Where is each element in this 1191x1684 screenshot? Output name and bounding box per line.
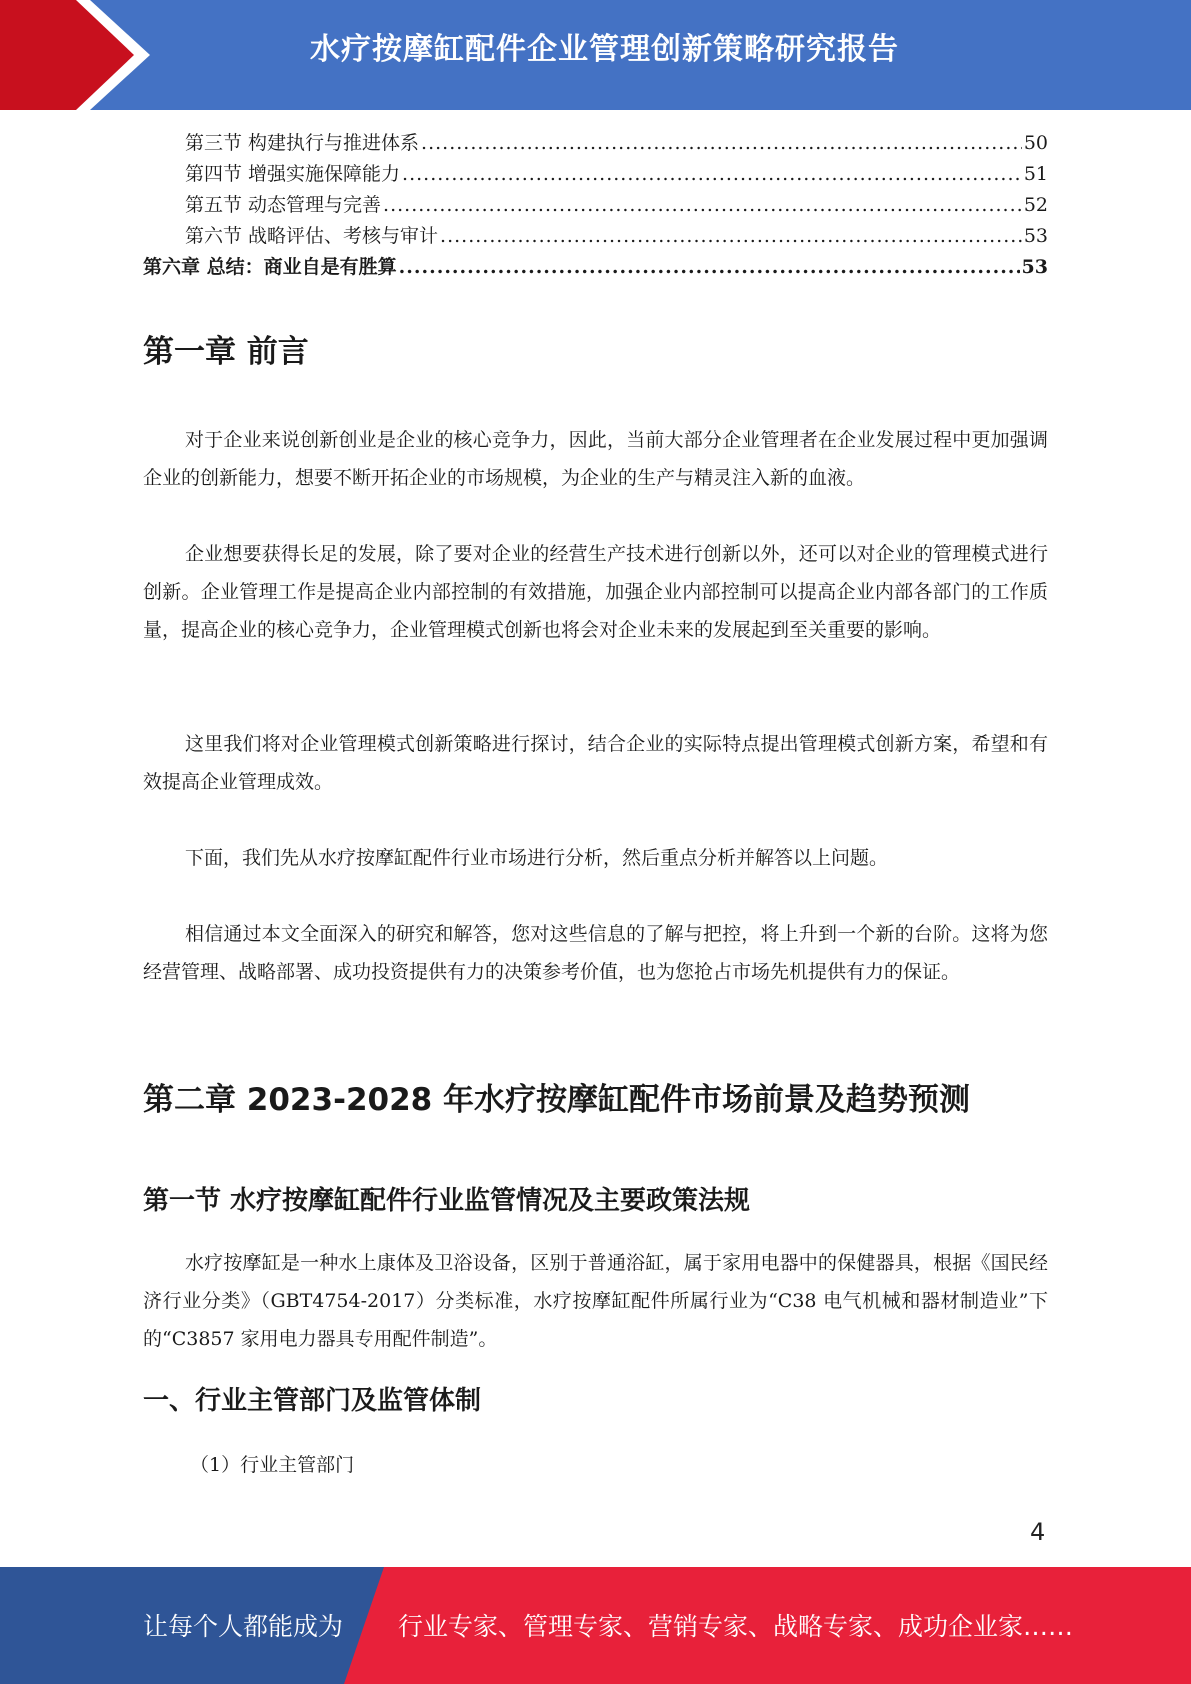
toc-row[interactable] <box>143 159 1048 190</box>
body-paragraph: 相信通过本文全面深入的研究和解答，您对这些信息的了解与把控，将上升到一个新的台阶。这将为您经营管理、战略部署、成功投资提供有力的决策参考价值，也为您抢占市场先机提供有力的保证。 <box>143 923 1048 983</box>
body-paragraph: 企业想要获得长足的发展，除了要对企业的经营生产技术进行创新以外，还可以对企业的管理模式进行创新。企业管理工作是提高企业内部控制的有效措施，加强企业内部控制可以提高企业内部各部门的工作质量，提高企业的核心竞争力，企业管理模式创新也将会对企业未来的发展起到至关重要的影响。 <box>143 543 1048 641</box>
toc-row[interactable] <box>143 128 1048 159</box>
footer-slogan-left: 让每个人都能成为 <box>143 1612 344 1641</box>
subsection-heading: 一、行业主管部门及监管体制 <box>143 1386 482 1416</box>
page-header <box>0 0 1191 110</box>
toc-leader <box>440 221 1022 252</box>
toc-page: 52 <box>1023 194 1048 216</box>
chapter-heading: 第二章 2023-2028 年水疗按摩缸配件市场前景及趋势预测 <box>143 1082 971 1118</box>
toc-label: 第六节 战略评估、考核与审计 <box>185 225 439 247</box>
toc-leader <box>383 190 1022 221</box>
body-paragraph: 这里我们将对企业管理模式创新策略进行探讨，结合企业的实际特点提出管理模式创新方案，希望和有效提高企业管理成效。 <box>143 733 1048 793</box>
list-item: （1）行业主管部门 <box>190 1454 355 1476</box>
section-heading: 第一节 水疗按摩缸配件行业监管情况及主要政策法规 <box>143 1186 751 1216</box>
toc-label: 第三节 构建执行与推进体系 <box>185 132 420 154</box>
toc-leader <box>399 252 1020 283</box>
report-title: 水疗按摩缸配件企业管理创新策略研究报告 <box>310 32 899 67</box>
body-paragraph: 对于企业来说创新创业是企业的核心竞争力，因此，当前大部分企业管理者在企业发展过程中更加强调企业的创新能力，想要不断开拓企业的市场规模，为企业的生产与精灵注入新的血液。 <box>143 429 1048 489</box>
chapter-heading: 第一章 前言 <box>143 334 309 370</box>
toc-page: 53 <box>1021 256 1048 278</box>
toc-leader <box>421 128 1022 159</box>
toc-row[interactable] <box>143 221 1048 252</box>
toc-label: 第六章 总结：商业自是有胜算 <box>143 256 397 278</box>
body-paragraph: 水疗按摩缸是一种水上康体及卫浴设备，区别于普通浴缸，属于家用电器中的保健器具，根据《国民经济行业分类》（GBT4754-2017）分类标准，水疗按摩缸配件所属行业为“C38 电气机械和器材制造业”下的“C3857 家用电力器具专用配件制造”。 <box>143 1252 1048 1350</box>
table-of-contents <box>143 128 1048 283</box>
toc-row-chapter[interactable] <box>143 252 1048 283</box>
toc-label: 第五节 动态管理与完善 <box>185 194 382 216</box>
toc-page: 51 <box>1023 163 1048 185</box>
toc-row[interactable] <box>143 190 1048 221</box>
page-footer <box>0 1567 1191 1684</box>
page-number: 4 <box>1030 1518 1046 1546</box>
toc-label: 第四节 增强实施保障能力 <box>185 163 401 185</box>
footer-slogan-right: 行业专家、管理专家、营销专家、战略专家、成功企业家…… <box>398 1612 1074 1641</box>
body-paragraph: 下面，我们先从水疗按摩缸配件行业市场进行分析，然后重点分析并解答以上问题。 <box>185 847 889 869</box>
toc-leader <box>402 159 1022 190</box>
toc-page: 53 <box>1023 225 1048 247</box>
toc-page: 50 <box>1023 132 1048 154</box>
